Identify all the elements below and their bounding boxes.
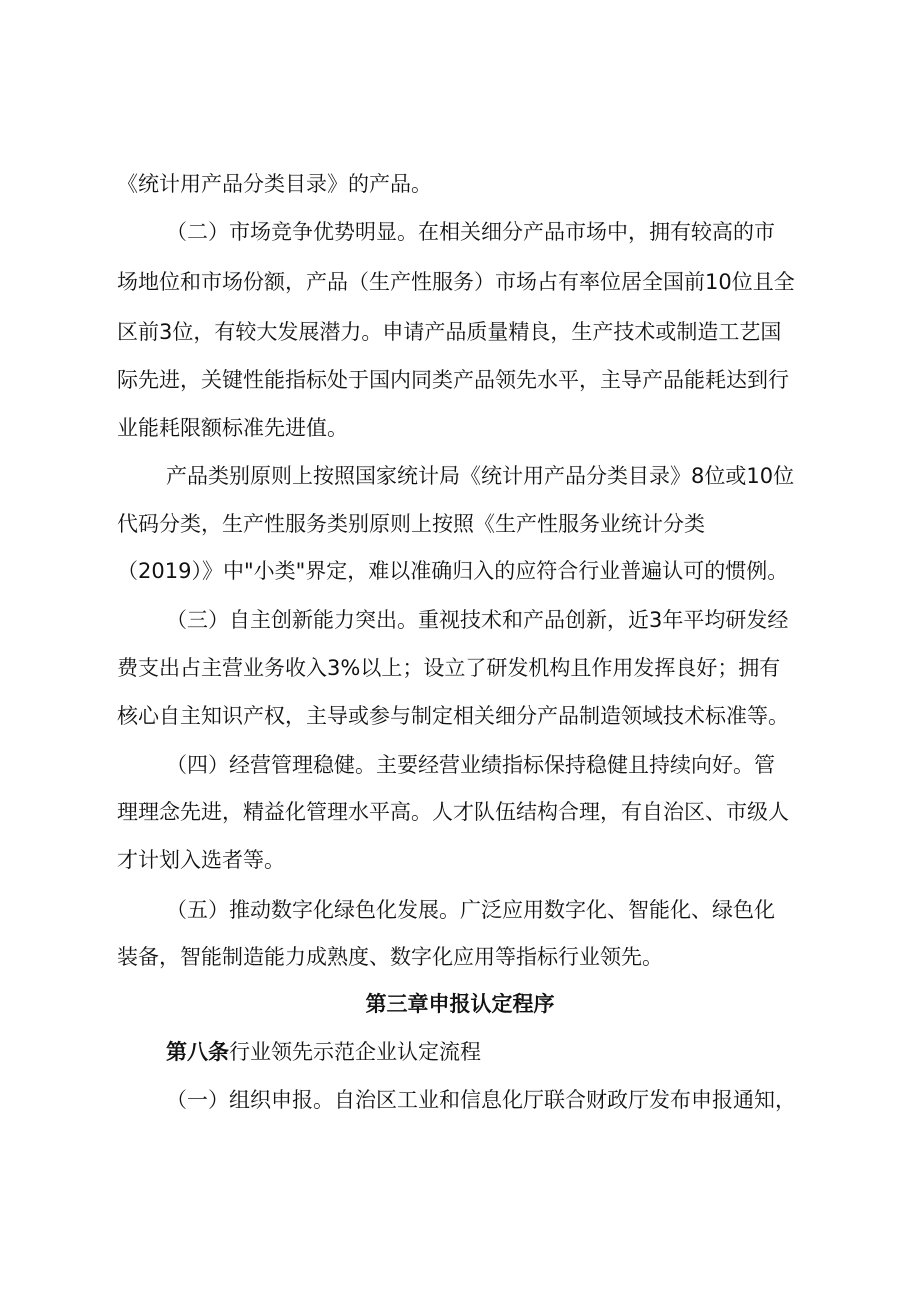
- text-line: 场地位和市场份额，产品（生产性服务）市场占有率位居全国前10位且全: [117, 270, 795, 294]
- text-line: 费支出占主营业务收入3%以上；设立了研发机构且作用发挥良好；拥有: [117, 656, 781, 680]
- text-line: 业能耗限额标准先进值。: [117, 416, 348, 440]
- text-line: 际先进，关键性能指标处于国内同类产品领先水平，主导产品能耗达到行: [117, 368, 789, 392]
- text-line: 代码分类，生产性服务类别原则上按照《生产性服务业统计分类: [117, 512, 705, 536]
- text-line: （2019）》中"小类"界定，难以准确归入的应符合行业普遍认可的惯例。: [117, 559, 789, 583]
- text-line: 才计划入选者等。: [117, 848, 285, 872]
- article-label: 第八条: [166, 1040, 229, 1064]
- text-line: 区前3位，有较大发展潜力。申请产品质量精良，生产技术或制造工艺国: [117, 320, 782, 344]
- chapter-heading: 第三章申报认定程序: [365, 992, 555, 1016]
- text-line: （三）自主创新能力突出。重视技术和产品创新，近3年平均研发经: [166, 608, 789, 632]
- text-line: 理理念先进，精益化管理水平高。人才队伍结构合理，有自治区、市级人: [117, 800, 789, 824]
- text-line: 装备，智能制造能力成熟度、数字化应用等指标行业领先。: [117, 945, 663, 969]
- article-title: 行业领先示范企业认定流程: [229, 1040, 481, 1064]
- text-line: （一）组织申报。自治区工业和信息化厅联合财政厅发布申报通知，: [166, 1088, 796, 1112]
- text-line: （二）市场竞争优势明显。在相关细分产品市场中，拥有较高的市: [166, 220, 775, 244]
- text-line: （五）推动数字化绿色化发展。广泛应用数字化、智能化、绿色化: [166, 898, 775, 922]
- text-line: 核心自主知识产权，主导或参与制定相关细分产品制造领域技术标准等。: [117, 704, 789, 728]
- text-line: 《统计用产品分类目录》的产品。: [117, 172, 432, 196]
- text-line: 产品类别原则上按照国家统计局《统计用产品分类目录》8位或10位: [166, 464, 795, 488]
- article-heading: [0, 1038, 920, 1066]
- text-line: （四）经营管理稳健。主要经营业绩指标保持稳健且持续向好。管: [166, 753, 775, 777]
